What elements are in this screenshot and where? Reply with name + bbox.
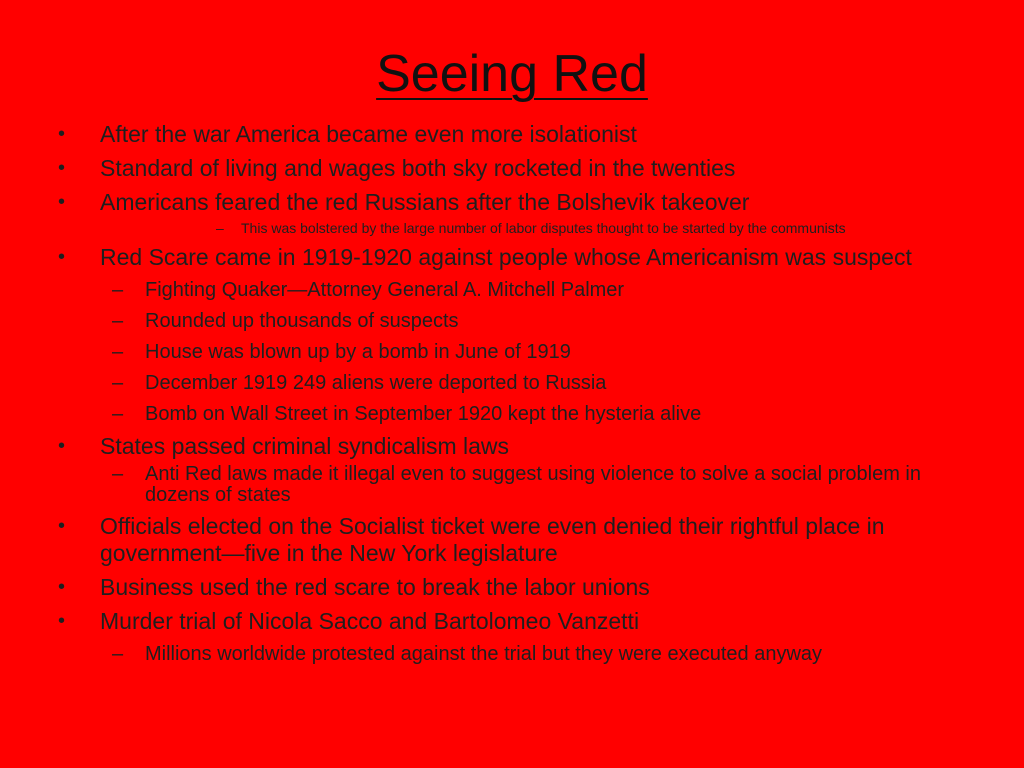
sub-bullet-item [56, 371, 976, 395]
bullet-text: Officials elected on the Socialist ticket were even denied their rightful place in government—five in the New York legislature [100, 513, 885, 566]
bullet-text: Murder trial of Nicola Sacco and Bartolomeo Vanzetti [100, 608, 640, 634]
bullet-text: Business used the red scare to break the labor unions [100, 574, 650, 600]
bullet-item [56, 155, 976, 182]
dash-marker: – [112, 372, 124, 394]
sub-bullet-item [56, 464, 976, 506]
bullet-item [56, 121, 976, 148]
bullet-marker: • [58, 157, 66, 179]
dash-marker: – [216, 220, 224, 236]
bullet-text: Standard of living and wages both sky rocketed in the twenties [100, 155, 736, 181]
sub-bullet-text: Bomb on Wall Street in September 1920 kept the hysteria alive [145, 403, 702, 425]
dash-marker: – [112, 463, 124, 485]
dash-marker: – [112, 310, 124, 332]
sub-bullet-text: House was blown up by a bomb in June of 1919 [145, 341, 571, 363]
bullet-list [56, 121, 976, 666]
bullet-marker: • [58, 435, 66, 457]
bullet-item [56, 574, 976, 601]
dash-marker: – [112, 643, 124, 665]
sub-sub-bullet-text: This was bolstered by the large number of labor disputes thought to be started by the communists [241, 220, 846, 236]
bullet-item [56, 433, 976, 460]
dash-marker: – [112, 279, 124, 301]
sub-bullet-text: Rounded up thousands of suspects [145, 310, 459, 332]
sub-bullet-item [56, 340, 976, 364]
bullet-marker: • [58, 576, 66, 598]
bullet-marker: • [58, 610, 66, 632]
bullet-item [56, 244, 976, 271]
bullet-text: After the war America became even more isolationist [100, 121, 637, 147]
bullet-text: Red Scare came in 1919-1920 against people whose Americanism was suspect [100, 244, 912, 270]
bullet-marker: • [58, 515, 66, 537]
bullet-marker: • [58, 123, 66, 145]
slide-title: Seeing Red [376, 45, 648, 103]
bullet-text: Americans feared the red Russians after the Bolshevik takeover [100, 189, 750, 215]
bullet-item [56, 189, 976, 216]
dash-marker: – [112, 403, 124, 425]
sub-bullet-text: Anti Red laws made it illegal even to suggest using violence to solve a social problem in dozens of states [145, 463, 921, 506]
bullet-marker: • [58, 191, 66, 213]
sub-sub-bullet-item [56, 220, 976, 237]
sub-bullet-item [56, 642, 976, 666]
sub-bullet-text: Millions worldwide protested against the trial but they were executed anyway [145, 643, 823, 665]
bullet-item [56, 608, 976, 635]
sub-bullet-text: Fighting Quaker—Attorney General A. Mitchell Palmer [145, 279, 625, 301]
bullet-marker: • [58, 246, 66, 268]
bullet-item [56, 513, 976, 567]
sub-bullet-item [56, 278, 976, 302]
bullet-text: States passed criminal syndicalism laws [100, 433, 510, 459]
sub-bullet-item [56, 402, 976, 426]
sub-bullet-text: December 1919 249 aliens were deported to Russia [145, 372, 607, 394]
dash-marker: – [112, 341, 124, 363]
sub-bullet-item [56, 309, 976, 333]
